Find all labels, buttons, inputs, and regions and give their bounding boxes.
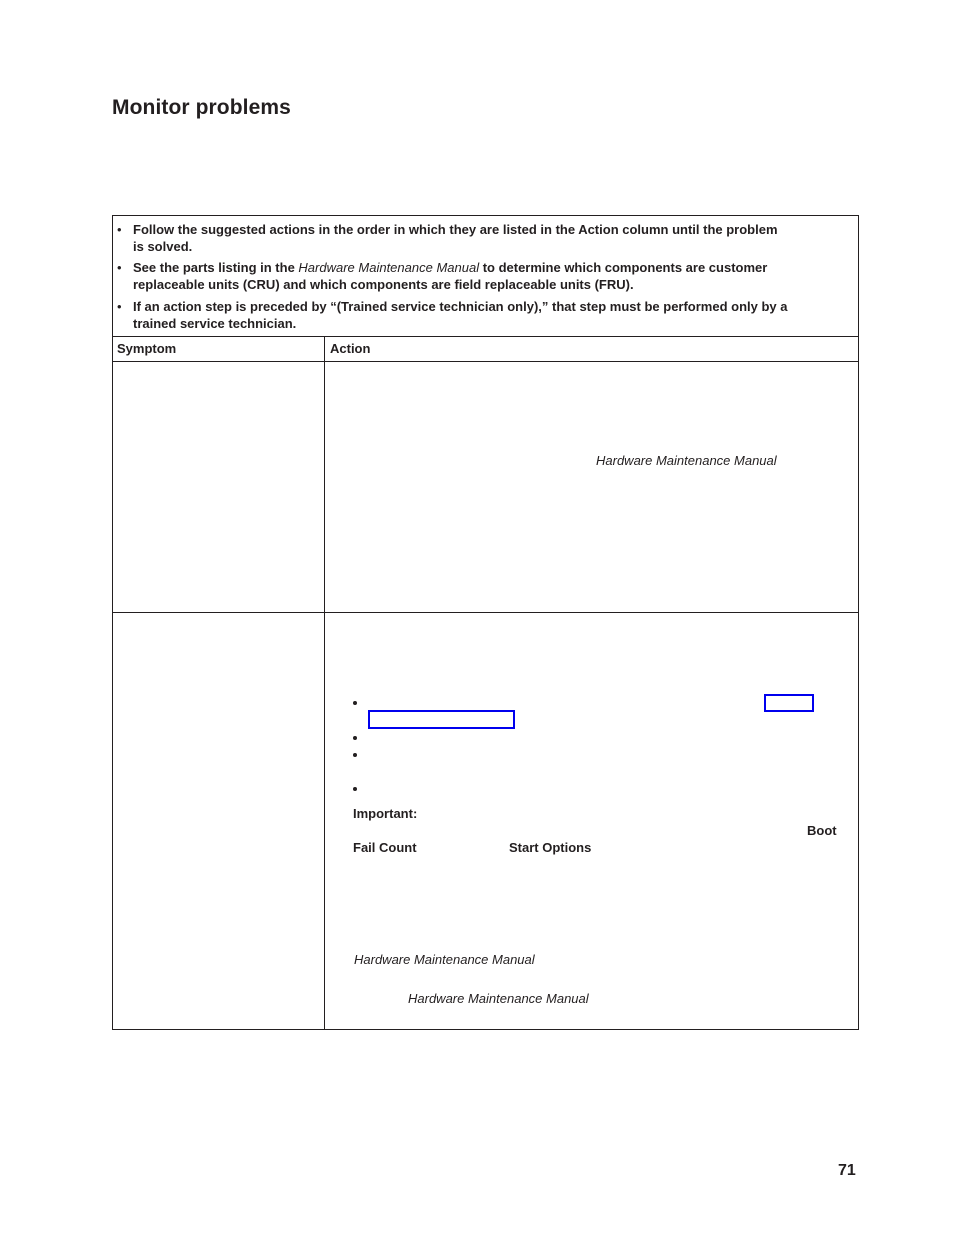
bullet-icon: • (117, 222, 122, 237)
note-2-line-1: See the parts listing in the Hardware Maintenance Manual to determine which components are customer (133, 260, 768, 275)
note-1-line-1: Follow the suggested actions in the order in which they are listed in the Action column until the problem (133, 222, 778, 237)
note-1-line-2: is solved. (133, 239, 193, 254)
fail-count-label: Fail Count (353, 840, 417, 855)
manual-reference: Hardware Maintenance Manual (298, 260, 480, 275)
troubleshooting-table (112, 215, 859, 1030)
cross-reference-link[interactable] (764, 694, 814, 712)
manual-reference: Hardware Maintenance Manual (354, 952, 535, 967)
bullet-icon (353, 736, 357, 740)
manual-reference: Hardware Maintenance Manual (408, 991, 589, 1006)
boot-label: Boot (807, 823, 837, 838)
header-action: Action (330, 341, 371, 356)
cross-reference-link[interactable] (368, 710, 515, 729)
bullet-icon (353, 787, 357, 791)
note-3-line-1: If an action step is preceded by “(Trained service technician only),” that step must be performed only by a (133, 299, 788, 314)
note-3-line-2: trained service technician. (133, 316, 297, 331)
page-number: 71 (838, 1162, 856, 1179)
header-symptom: Symptom (117, 341, 177, 356)
row-2-action-cell (325, 613, 858, 1029)
manual-reference: Hardware Maintenance Manual (596, 453, 777, 468)
start-options-label: Start Options (509, 840, 592, 855)
bullet-icon (353, 701, 357, 705)
divider (113, 336, 858, 337)
important-label: Important: (353, 806, 418, 821)
row-1-symptom-cell (113, 362, 324, 612)
page-title: Monitor problems (112, 96, 291, 119)
bullet-icon: • (117, 260, 122, 275)
note-2-line-2: replaceable units (CRU) and which components are field replaceable units (FRU). (133, 277, 634, 292)
row-2-symptom-cell (113, 613, 324, 1029)
bullet-icon: • (117, 299, 122, 314)
row-1-action-cell (325, 362, 858, 612)
bullet-icon (353, 753, 357, 757)
